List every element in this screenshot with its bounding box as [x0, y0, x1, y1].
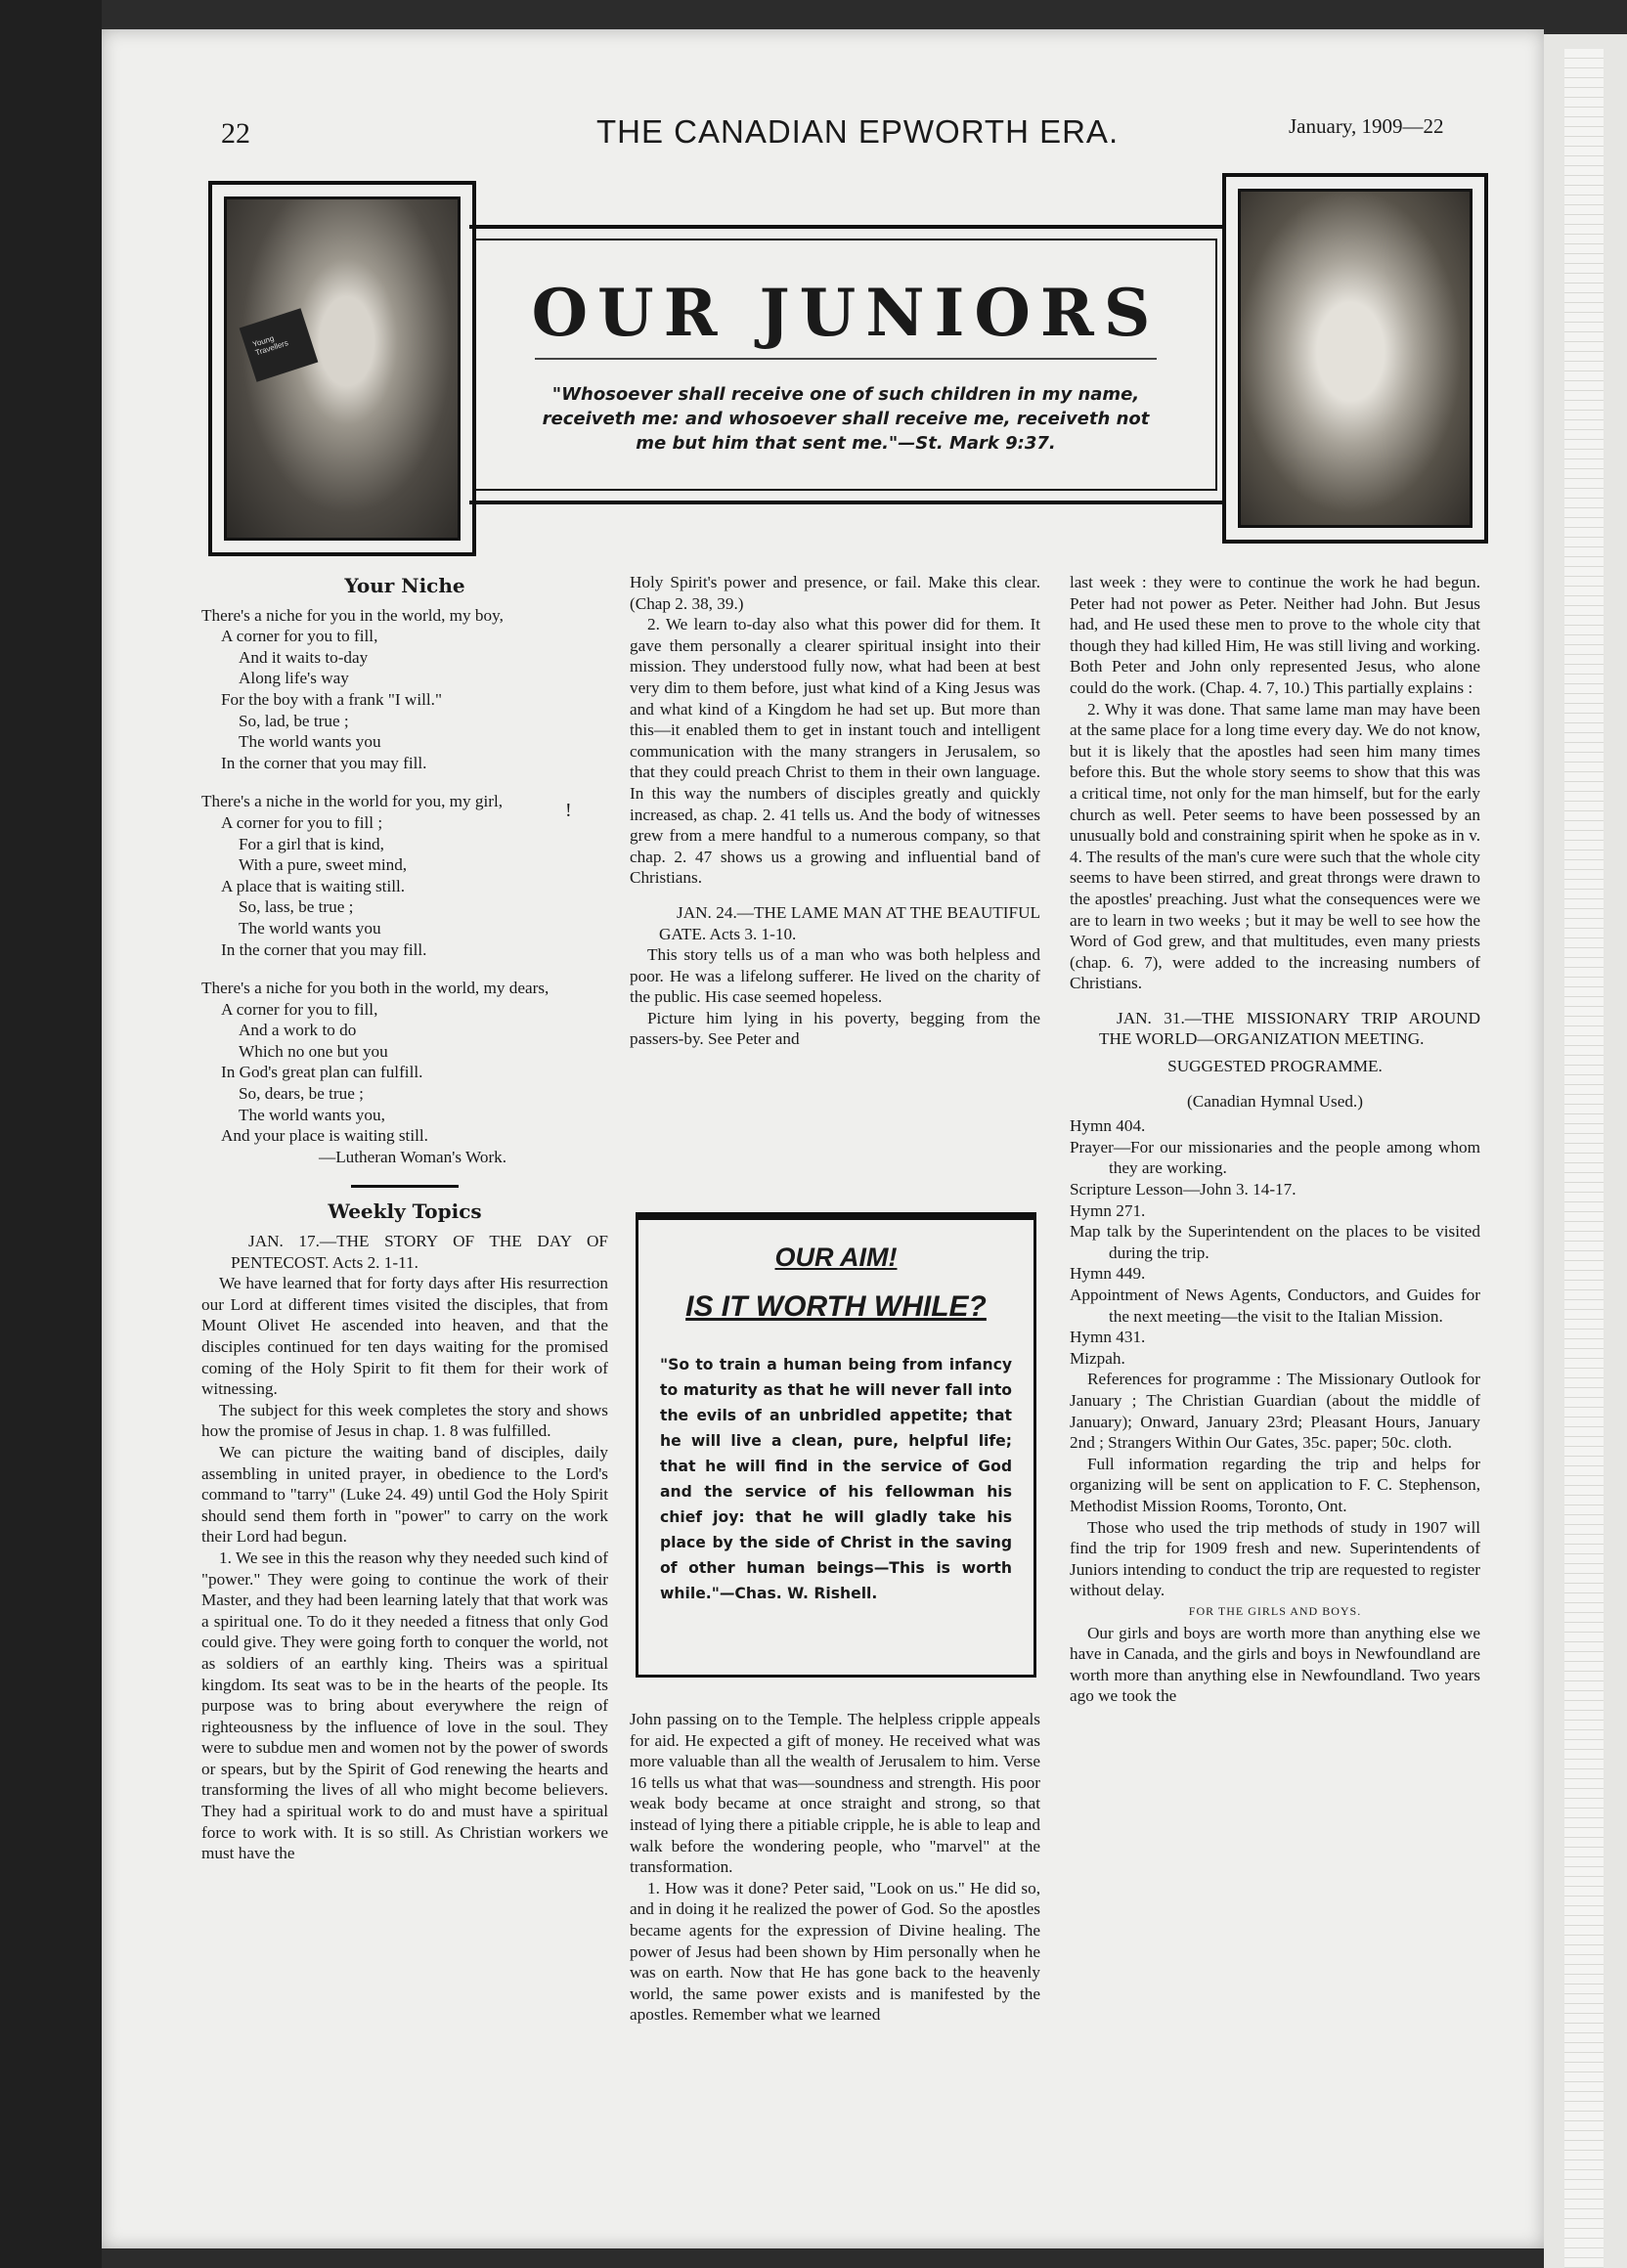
programme-item: Hymn 431.	[1070, 1328, 1146, 1347]
poem-stanza-1	[201, 605, 608, 774]
programme-item: Hymn 449.	[1070, 1264, 1146, 1284]
programme-item: Prayer—For our missionaries and the people among whom they are working.	[1070, 1137, 1480, 1178]
paragraph: 2. Why it was done. That same lame man may have been at the same place for a long time every day. We do not know, but it is likely that the apostles had seen him many times before this. But the whole story seems to show that this was a critical time, not only for the man himself, but for the early church as well. Peter seems to have been possessed by an unusually bold and constraining spirit when he spoke as in v. 4. The results of the man's cure were such that the whole city seems to have been stirred, and great throngs were drawn to the apostles' preaching. Just what the consequences were we are to learn in two weeks ; but it may be well to see how the Word of God grew, and that multitudes, even many priests (chap. 6. 7), were added to the increasing numbers of Christians.	[1070, 699, 1480, 993]
banner-panel	[469, 225, 1222, 504]
poem-line: There's a niche for you in the world, my boy,	[201, 605, 504, 625]
poem-line: So, lass, be true ;	[239, 897, 354, 917]
aim-subtitle: IS IT WORTH WHILE?	[685, 1290, 987, 1323]
paragraph: Our girls and boys are worth more than anything else we have in Canada, and the girls and boys in Newfoundland are worth more than anything else in Newfoundland. Two years ago we took the	[1070, 1623, 1480, 1706]
page-number: 22	[221, 117, 250, 150]
programme-item: Scripture Lesson—John 3. 14-17.	[1070, 1180, 1297, 1199]
topic-heading-jan17: JAN. 17.—THE STORY OF THE DAY OF PENTECOST. Acts 2. 1-11.	[231, 1232, 608, 1272]
poem-line: There's a niche in the world for you, my girl,	[201, 792, 504, 811]
stray-mark: !	[565, 800, 572, 821]
scan-background	[0, 0, 102, 2268]
paragraph: The subject for this week completes the story and shows how the promise of Jesus in chap. 1. 8 was fulfilled.	[201, 1400, 608, 1441]
adjacent-page-strip	[1564, 49, 1604, 2268]
poem-title: Your Niche	[344, 574, 465, 597]
poem-line: With a pure, sweet mind,	[239, 855, 408, 875]
paragraph: This story tells us of a man who was both helpless and poor. He was a lifelong sufferer. He lived on the charity of the public. His case seemed hopeless.	[630, 945, 1040, 1007]
column-middle-bottom	[630, 1709, 1040, 2026]
paragraph: 1. How was it done? Peter said, "Look on us." He did so, and in doing it he realized the power of God. So the apostles became agents for the expression of Divine healing. The power of Jesus had been shown by Him personally when he was on earth. Now that He has gone back to the heavenly world, the same power exists and is manifested by the apostles. Remember what we learned	[630, 1878, 1040, 2025]
photo-image-left	[224, 196, 461, 541]
programme-item: Map talk by the Superintendent on the places to be visited during the trip.	[1070, 1222, 1480, 1262]
topic-heading-jan31: JAN. 31.—THE MISSIONARY TRIP AROUND THE WORLD—ORGANIZATION MEETING.	[1099, 1008, 1480, 1049]
programme-title: SUGGESTED PROGRAMME.	[1167, 1057, 1383, 1076]
section-divider	[351, 1185, 459, 1188]
poem-line: In God's great plan can fulfill.	[221, 1063, 423, 1082]
banner-box	[474, 239, 1217, 491]
masthead: THE CANADIAN EPWORTH ERA.	[596, 113, 1120, 150]
paragraph: We can picture the waiting band of disciples, daily assembling in united prayer, in obedience to the Lord's command to "tarry" (Luke 24. 49) until God the Holy Spirit should send them forth in "power" to carry on the work their Lord had begun.	[201, 1442, 608, 1547]
column-right	[1070, 572, 1480, 1707]
girls-boys-heading: FOR THE GIRLS AND BOYS.	[1188, 1603, 1362, 1618]
photo-image-right	[1238, 189, 1473, 528]
topic-heading-jan24: JAN. 24.—THE LAME MAN AT THE BEAUTIFUL GATE. Acts 3. 1-10.	[659, 902, 1040, 943]
poem-line: And it waits to-day	[239, 647, 369, 667]
paragraph: Full information regarding the trip and helps for organizing will be sent on application to F. C. Stephenson, Methodist Mission Rooms, Toronto, Ont.	[1070, 1454, 1480, 1515]
banner-rule	[535, 358, 1157, 360]
programme-item: Hymn 271.	[1070, 1200, 1146, 1220]
poem-line: A corner for you to fill,	[221, 627, 378, 646]
paragraph: 2. We learn to-day also what this power did for them. It gave them personally a clearer spiritual insight into their mission. They understood fully now, what had been at best very dim to them before, just what kind of a King Jesus was and what kind of a Kingdom he had set up. But more than this—it enabled them to get in instant touch and intelligent communication with the many strangers in Jerusalem, so that they could preach Christ to them in their own language. In this way the numbers of disciples greatly and quickly increased, as chap. 2. 41 tells us. And the body of witnesses grew from a mere handful to a numerous company, so that chap. 2. 47 shows us a growing and influential band of Christians.	[630, 615, 1040, 888]
weekly-topics-title: Weekly Topics	[328, 1199, 482, 1224]
poem-line: So, lad, be true ;	[239, 711, 349, 730]
our-aim-box	[636, 1212, 1036, 1678]
paragraph: We have learned that for forty days after His resurrection our Lord at different times visited the disciples, that from Mount Olivet He ascended into heaven, and that the disciples continued for ten days waiting for the promised coming of the Holy Spirit to fit them for their work of witnessing.	[201, 1274, 608, 1399]
paragraph: Picture him lying in his poverty, begging from the passers-by. See Peter and	[630, 1008, 1040, 1049]
banner-quote: "Whosoever shall receive one of such children in my name, receiveth me: and whosoever shall receive me, receiveth not me but him that sent me."—St. Mark 9:37.	[542, 384, 1150, 454]
box-top-bar	[638, 1215, 1033, 1220]
child-photo-right	[1222, 173, 1488, 544]
programme-item: Appointment of News Agents, Conductors, and Guides for the next meeting—the visit to the Italian Mission.	[1070, 1286, 1480, 1326]
poem-line: For a girl that is kind,	[239, 834, 384, 853]
paragraph: John passing on to the Temple. The helpless cripple appeals for aid. He expected a gift of money. He received what was more valuable than all the wealth of Jerusalem to him. Verse 16 tells us what that was—soundness and strength. His poor weak body became at once straight and strong, so that instead of lying there a pitiable cripple, he is able to leap and walk before the wondering people, who "marvel" at the transformation.	[630, 1710, 1040, 1877]
poem-line: Which no one but you	[239, 1041, 388, 1061]
column-middle-top	[630, 572, 1040, 1050]
poem-line: There's a niche for you both in the world, my dears,	[201, 979, 550, 998]
poem-line: The world wants you	[239, 918, 381, 938]
poem-line: The world wants you	[239, 732, 381, 752]
poem-stanza-2	[201, 791, 608, 960]
hymnal-note: (Canadian Hymnal Used.)	[1187, 1091, 1363, 1111]
programme-item: Hymn 404.	[1070, 1116, 1146, 1136]
section-headline: OUR JUNIORS	[531, 275, 1161, 351]
poem-line: The world wants you,	[239, 1105, 385, 1124]
book-image: Young Travellers	[240, 308, 319, 382]
poem-line: A corner for you to fill,	[221, 999, 378, 1019]
poem-signature: —Lutheran Woman's Work.	[319, 1147, 507, 1166]
poem-line: In the corner that you may fill.	[221, 753, 427, 772]
programme-item: Mizpah.	[1070, 1348, 1125, 1368]
paragraph: Holy Spirit's power and presence, or fail. Make this clear. (Chap 2. 38, 39.)	[630, 573, 1040, 613]
poem-line: Along life's way	[239, 669, 349, 688]
child-photo-left	[208, 181, 476, 556]
poem-line: In the corner that you may fill.	[221, 939, 427, 959]
poem-line: And a work to do	[239, 1021, 357, 1040]
paragraph: Those who used the trip methods of study in 1907 will find the trip for 1909 fresh and new. Superintendents of Juniors intending to conduct the trip are requested to register without delay.	[1070, 1517, 1480, 1600]
paragraph: References for programme : The Missionary Outlook for January ; The Christian Guardian (about the middle of January); Onward, January 23rd; Pleasant Hours, January 2nd ; Strangers Within Our Gates, 35c. paper; 50c. cloth.	[1070, 1370, 1480, 1453]
aim-title: OUR AIM!	[774, 1243, 898, 1272]
poem-stanza-3	[201, 978, 608, 1167]
column-left	[201, 572, 608, 1864]
poem-line: So, dears, be true ;	[239, 1084, 364, 1104]
poem-line: For the boy with a frank "I will."	[221, 689, 442, 709]
poem-line: A corner for you to fill ;	[221, 812, 383, 832]
aim-quote: "So to train a human being from infancy to maturity as that he will never fall into the evils of an unbridled appetite; that he will live a clean, pure, helpful life; that he will find in the service of God and the service of his fellowman his chief joy: that he will gladly take his place by the side of Christ in the saving of other human beings—This is worth while."—Chas. W. Rishell.	[660, 1356, 1012, 1602]
paragraph: 1. We see in this the reason why they needed such kind of "power." They were going to continue the work of their Master, and they had been learning lately that that work was a spiritual one. To do it they needed a fitness that only God could give. They were going forth to conquer the world, not as soldiers of an earthly king. Theirs was a spiritual kingdom. Its seat was to be in the hearts of the people. Its purpose was to bring about everywhere the reign of righteousness by the influence of love in the soul. They were to subdue men and women not by the power of swords or spears, but by the Spirit of God renewing the hearts and transforming the lives of all who might become believers. They had a spiritual work to do and must have a spiritual force to work with. It is so still. As Christian workers we must have the	[201, 1548, 608, 1863]
paragraph: last week : they were to continue the work he had begun. Peter had not power as Peter. Neither had John. But Jesus had, and He used these men to prove to the whole city that though they had killed Him, He was still living and working. Both Peter and John only represented Jesus, who alone could do the work. (Chap. 4. 7, 10.) This partially explains :	[1070, 573, 1480, 697]
issue-date: January, 1909—22	[1289, 114, 1444, 138]
poem-line: And your place is waiting still.	[221, 1126, 428, 1146]
poem-line: A place that is waiting still.	[221, 876, 406, 895]
